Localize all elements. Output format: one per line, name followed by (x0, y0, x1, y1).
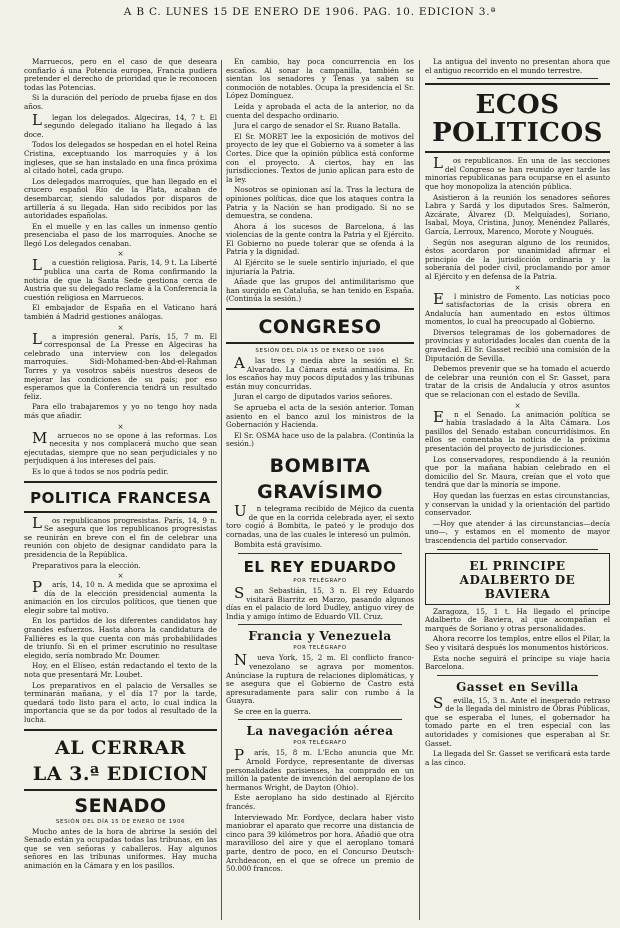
divider (437, 675, 598, 676)
paragraph: La cuestión religiosa. París, 14, 9 t. La Liberté publica una carta de Roma confirmando la noticia de que la Santa Sede gestiona cerca de Austria que su delegado reclame á la Conferencia la cuestión religiosa en Marruecos. (24, 256, 217, 302)
paragraph: Leída y aprobada el acta de la anterior, no da cuenta del despacho ordinario. (226, 101, 414, 120)
principe-adalberto-heading-box (425, 553, 610, 605)
column-2 (226, 58, 414, 924)
paragraph: Mucho antes de la hora de abrirse la sesión del Senado están ya ocupadas todas las tribunas, en las que se ven señoras y caballeros. Hay algunos señores en las tribunas uniformes. Hay mucha animación en la Cámara y en los pasillos. (24, 826, 217, 870)
paragraph: Este aeroplano ha sido destinado al Ejército francés. (226, 793, 414, 812)
gasset-sevilla-heading: Gasset en Sevilla (456, 679, 579, 694)
paragraph: La impresión general. París, 15, 7 m. El corresponsal de La Presse en Algeciras ha celebrado una interview con los delegados marroquíes. Sidi-Mohamed-ben-Abd-el-Rahman Torres y ya vosotros sabéis nuestros deseos de mejorar las condiciones de su país; por eso esperamos que la Conferencia tendrá un resultado feliz. (24, 329, 217, 401)
paragraph: Los republicanos progresistas. París, 14, 9 n. Se asegura que los republicanos progresistas se reunirán en breve con el fin de celebrar una reunión con objeto de designar candidato para la presidencia de la República. (24, 513, 217, 559)
paragraph: Zaragoza, 15, 1 t. Ha llegado el príncipe Adalberto de Baviera, al que acompañan el marqués de Soriano y otras personalidades. (425, 606, 610, 633)
paragraph: San Sebastián, 15, 3 n. El rey Eduardo visitará Biarritz en Marzo, pasando algunos días en el palacio de lord Dudley, antiguo virey de India y amigo íntimo de Eduardo VII. Cruz. (226, 583, 414, 621)
page-header: A B C. LUNES 15 DE ENERO DE 1906. PAG. 10. EDICION 3.ª (123, 6, 497, 18)
paragraph: Nosotros se opinionan así la. Tras la lectura de opiniones políticas, dice que los ataques contra la Patria y la Nación se han prodigado. Si no se demuestra, se condena. (226, 185, 414, 221)
paragraph: Interviewado Mr. Fordyce, declara haber visto maniobrar el aparato que recorre una distancia de cinco para 39 kilómetros por hora. Añadió que otra maravilloso del aire y que el aeroplano tomará parte, dentro de poco, en el Concurso Deutsch-Archdeacon, en el que se ofrece un premio de 50.000 francos. (226, 812, 414, 874)
paragraph: El ministro de Fomento. Las noticias poco satisfactorias de la crisis obrera en Andalucía han aumentado en estos últimos momentos, lo cual ha preocupado al Gobierno. (425, 289, 610, 327)
paragraph: En los partidos de los diferentes candidatos hay grandes esfuerzos. Hasta ahora la candidatura de Fallières es la que cuenta con más probabilidades de triunfo. Si en el primer escrutinio no resultase elegido, sería nombrado Mr. Doumer. (24, 616, 217, 660)
politica-francesa-heading-box (24, 481, 217, 513)
column-rule (419, 60, 420, 920)
paragraph: Todos los delegados se hospedan en el hotel Reina Cristina, exceptuando los marroquíes y á los ingleses, que se han instalado en una finca próxima al citado hotel, cada grupo. (24, 140, 217, 176)
paragraph: El embajador de España en el Vaticano hará también á Madrid gestiones análogas. (24, 303, 217, 322)
paragraph: Según nos aseguran alguno de los reunidos, éstos acordaron por unanimidad afirmar el principio de la jurisdicción ordinaria y la soberanía del poder civil, proclamando por amor al Ejército y en defensa de la Patria. (425, 237, 610, 281)
navegacion-aerea-heading: La navegación aérea (246, 724, 394, 739)
separator-mark: × (117, 250, 124, 259)
al-cerrar-heading: AL CERRAR (55, 736, 186, 759)
politica-francesa-heading: POLITICA FRANCESA (30, 488, 211, 507)
paragraph: Asistieron á la reunión los senadores señores Labra y Sardá y los diputados Sres. Salmerón, Azcárate, Álvarez (D. Melquíades), Soriano, Isabal, Moya, Cristina, Junoy, Menéndez Pallarés, García, Lerroux, Marenco, Morote y Nougués. (425, 192, 610, 236)
ecos-politicos-heading: ECOS POLITICOS (432, 90, 603, 149)
paragraph: Los preparativos en el palacio de Versalles se terminarán mañana, y el día 17 por la tarde, quedará todo listo para el acto, lo cual indica la importancia que se da por todos al resultado de la lucha. (24, 680, 217, 724)
divider (238, 553, 402, 554)
congreso-heading: CONGRESO (258, 316, 382, 339)
paragraph: En el Senado. La animación política se había trasladado á la Alta Cámara. Los pasillos del Senado estaban concurridísimos. En ellos se comentaba la noticia de la próxima presentación del proyecto de jurisdicciones. (425, 407, 610, 453)
paragraph: —Hoy que atender á las circunstancias—decía uno—, y estamos en el momento de mayor trascendencia del partido conservador. (425, 518, 610, 545)
principe-adalberto-heading: EL PRINCIPE ADALBERTO DE BAVIERA (459, 558, 576, 601)
paragraph: Debemos prevenir que se ha tomado el acuerdo de celebrar una reunión con el Sr. Gasset, para tratar de la crisis de Andalucía y otros asuntos que se relacionan con el estado de Sevilla. (425, 364, 610, 400)
separator-mark: × (117, 323, 124, 332)
senado-heading: SENADO (74, 794, 167, 817)
ecos-politicos-heading-box (425, 83, 610, 153)
paragraph: Los delegados marroquíes, que han llegado en el crucero español Río de la Plata, acaban de desembarcar, siendo saludados por disparos de artillería á su llegada. Han sido recibidos por las autoridades españolas. (24, 176, 217, 221)
paragraph: Los conservadores, respondiendo á la reunión que por la mañana habían celebrado en el domicilio del Sr. Maura, creían que el voto que tendrá que dar la minoría se impone. (425, 454, 610, 490)
paragraph: Alas tres y media abre la sesión el Sr. Alvarado. La Cámara está animadísima. En los escaños hay muy pocos diputados y las tribunas están muy concurridas. (226, 354, 414, 391)
al-cerrar-heading-box (24, 729, 217, 791)
paragraph: Ahora recorre los templos, entre ellos el Pilar, la Seo y visitará después los monumentos históricos. (425, 634, 610, 652)
paragraph: El Sr. OSMA hace uso de la palabra. (Continúa la sesión.) (226, 430, 414, 449)
paragraph: La llegada del Sr. Gasset se verificará esta tarde a las cinco. (425, 749, 610, 767)
congreso-heading-box (226, 308, 414, 344)
divider (238, 624, 402, 625)
francia-venezuela-heading: Francia y Venezuela (248, 629, 392, 644)
paragraph: Esta noche seguirá el príncipe su viaje hacia Barcelona. (425, 653, 610, 672)
paragraph: Hoy quedan las fuerzas en estas circunstancias, y conservan la unidad y la orientación del partido conservador. (425, 490, 610, 518)
paragraph: Ahora á los sucesos de Barcelona, á las violencias de la gente contra la Patria y el Ejército. El Gobierno no puede tolerar que se ofenda á la Patria y la dignidad. (226, 221, 414, 257)
paragraph: El Sr. MORET lee la exposición de motivos del proyecto de ley que el Gobierno va á someter á las Cortes. Dice que la opinión pública está conforme con el proyecto. A ciertos, hay en las jurisdicciones. Textos de junio aplican para esto de la ley. (226, 131, 414, 184)
al-cerrar-heading-line2: LA 3.ª EDICION (32, 762, 209, 785)
paragraph: París, 14, 10 n. A medida que se aproxima el día de la elección presidencial aumenta la animación en los círculos políticos, que tienen que elegir sobre tal motivo. (24, 578, 217, 615)
paragraph: Un telegrama recibido de Méjico da cuenta de que en la corrida celebrada ayer, el sexto toro cogió á Bombita, le pateó y le produjo dos cornadas, una de las cuales le interesó un pulmón. (226, 501, 414, 539)
divider (437, 549, 598, 550)
paragraph: Si la duración del período de prueba fijase en dos años. (24, 93, 217, 111)
paragraph: Bombita está gravísimo. (234, 540, 323, 550)
column-3 (425, 58, 610, 924)
paragraph: Jura el cargo de senador el Sr. Ruano Batalla. (234, 121, 401, 131)
paragraph: Para ello trabajaremos y yo no tengo hoy nada más que añadir. (24, 402, 217, 420)
paragraph: Diversos telegramas de los gobernadores de provincias y autoridades locales dan cuenta de la gravedad. El Sr. Gasset recibió una comisión de la Diputación de Sevilla. (425, 327, 610, 363)
paragraph: Nueva York, 15, 2 m. El conflicto franco-venezolano se agrava por momentos. Anúnciase la ruptura de relaciones diplomáticas, y se asegura que el Gobierno de Castro está apresuradamente para salir con rumbo á la Guayra. (226, 651, 414, 706)
paragraph: Sevilla, 15, 3 n. Ante el inesperado retraso de la llegada del ministro de Obras Públicas, que se esperaba el lunes, el gobernador ha tomado parte en el tren especial con las autoridades y comisiones que esperaban al Sr. Gasset. (425, 693, 610, 748)
congreso-dateline: SESIÓN DEL DÍA 15 DE ENERO DE 1906 (255, 348, 385, 355)
senado-dateline: SESIÓN DEL DÍA 15 DE ENERO DE 1906 (55, 818, 186, 825)
paragraph: Añade que las grupos del antimilitarismo que han surgido en Cataluña, se han tenido en España. (Continúa la sesión.) (226, 277, 414, 304)
francia-venezuela-dateline: POR TELÉGRAFO (293, 645, 347, 652)
paragraph: París, 15, 8 m. L'Echo anuncia que Mr. Arnold Fordyce, representante de diversas personalidades parisienses, ha comprado en un millón la patente de invención del aeroplano de los hermanos Wright, de Dayton (Ohio). (226, 746, 414, 792)
paragraph: Al Ejército se le suele sentirlo injuriado, el que injuriaría la Patria. (226, 258, 414, 276)
paragraph: Es lo que á todos se nos podría pedir. (32, 466, 169, 476)
paragraph: Preparativos para la elección. (32, 560, 141, 570)
navegacion-aerea-dateline: POR TELÉGRAFO (293, 740, 347, 747)
paragraph: Marruecos, pero en el caso de que deseara confiarlo á una Potencia europea, Francia pudiera pretender el derecho de prioridad que le reconocen todas las Potencias. (24, 58, 217, 92)
separator-mark: × (514, 283, 521, 292)
paragraph: Se cree en la guerra. (234, 706, 311, 716)
separator-mark: × (117, 572, 124, 581)
paragraph: Marruecos no se opone á las reformas. Los necesita y nos complacerá mucho que sean ejecutadas, siempre que no sean perjudiciales y no perjudiquen á los intereses del país. (24, 428, 217, 466)
bombita-heading: BOMBITA (269, 454, 371, 477)
paragraph: Juran el cargo de diputados varios señores. (234, 392, 393, 402)
rey-eduardo-heading: EL REY EDUARDO (243, 557, 397, 576)
paragraph: La antigua del invento no presentan ahora que el antiguo recorrido en el mundo terrestre. (425, 58, 610, 75)
divider (437, 78, 598, 79)
separator-mark: × (117, 422, 124, 431)
paragraph: Llegan los delegados. Algeciras, 14, 7 t. El segundo delegado italiano ha llegado á las doce. (24, 110, 217, 139)
column-rule (221, 60, 222, 920)
separator-mark: × (514, 401, 521, 410)
rey-eduardo-dateline: POR TELÉGRAFO (293, 577, 347, 584)
gravisimo-heading: GRAVÍSIMO (257, 480, 383, 503)
paragraph: Hoy, en el Elíseo, están redactando el texto de la nota que presentará Mr. Loubet. (24, 661, 217, 680)
paragraph: Se aprueba el acta de la sesión anterior. Toman asiento en el banco azul los ministros de la Gobernación y Hacienda. (226, 403, 414, 430)
divider (238, 719, 402, 720)
column-1 (24, 58, 217, 924)
paragraph: En el muelle y en las calles un inmenso gentío presenciaba el paso de los marroquíes. Anoche se llegó Los delegados cenaban. (24, 221, 217, 248)
paragraph: Los republicanos. En una de las secciones del Congreso se han reunido ayer tarde las minorías republicanas para ocuparse en el asunto que hoy monopoliza la atención pública. (425, 154, 610, 191)
paragraph: En cambio, hay poca concurrencia en los escaños. Al sonar la campanilla, también se sientan los senadores y Tenas ya saben su conmoción de notables. Ocupa la presidencia el Sr. López Domínguez. (226, 58, 414, 101)
